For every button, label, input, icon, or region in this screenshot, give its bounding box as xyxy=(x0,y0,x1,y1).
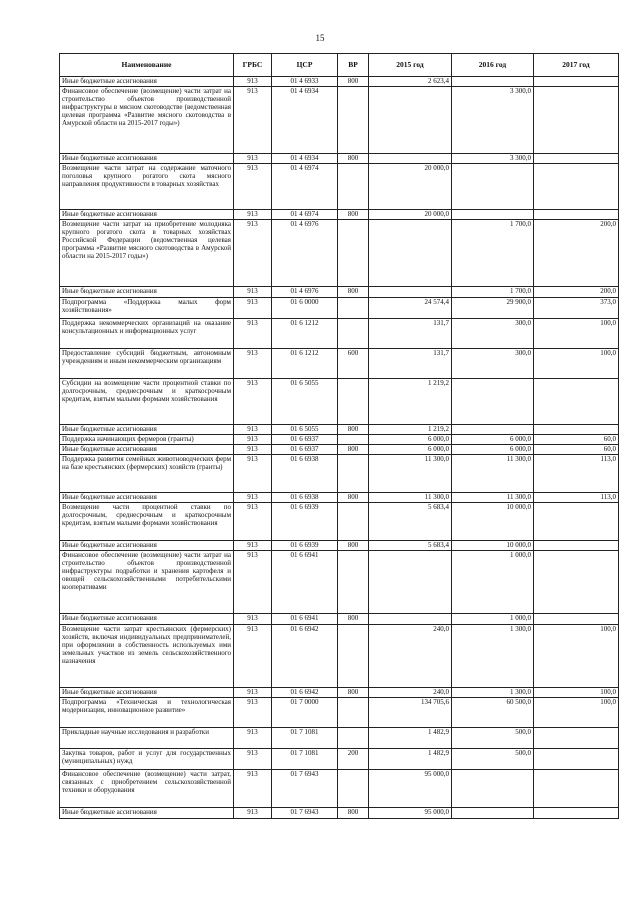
row-2015: 1 219,2 xyxy=(369,425,452,435)
row-name: Подпрограмма «Поддержка малых форм хозяйствования» xyxy=(60,298,234,319)
row-2016: 1 300,0 xyxy=(452,688,534,698)
row-csr: 01 4 6976 xyxy=(272,287,338,298)
table-body xyxy=(60,77,619,819)
row-vr xyxy=(338,625,369,688)
table-header-row xyxy=(60,54,619,77)
row-vr: 800 xyxy=(338,210,369,220)
table-row xyxy=(60,220,619,287)
row-csr: 01 6 6942 xyxy=(272,625,338,688)
row-2015 xyxy=(369,87,452,154)
table-row xyxy=(60,625,619,688)
row-vr xyxy=(338,455,369,493)
row-2017: 113,0 xyxy=(534,493,619,503)
row-2017: 60,0 xyxy=(534,445,619,455)
row-2015: 1 482,9 xyxy=(369,728,452,749)
table-row xyxy=(60,614,619,625)
row-grbs: 913 xyxy=(234,154,272,164)
row-csr: 01 6 6938 xyxy=(272,455,338,493)
row-2016: 6 000,0 xyxy=(452,435,534,445)
row-2016 xyxy=(452,77,534,87)
table-row xyxy=(60,688,619,698)
row-2017 xyxy=(534,164,619,210)
row-2015: 2 623,4 xyxy=(369,77,452,87)
row-csr: 01 6 6939 xyxy=(272,503,338,541)
row-2017: 373,0 xyxy=(534,298,619,319)
row-2017 xyxy=(534,614,619,625)
header-vr: ВР xyxy=(338,54,369,77)
row-2016 xyxy=(452,425,534,435)
row-vr: 600 xyxy=(338,349,369,379)
row-vr xyxy=(338,164,369,210)
header-grbs: ГРБС xyxy=(234,54,272,77)
row-csr: 01 6 5055 xyxy=(272,425,338,435)
row-2016 xyxy=(452,164,534,210)
row-vr xyxy=(338,728,369,749)
row-csr: 01 4 6974 xyxy=(272,210,338,220)
row-vr: 800 xyxy=(338,425,369,435)
row-2015 xyxy=(369,154,452,164)
row-csr: 01 6 6937 xyxy=(272,435,338,445)
row-2017 xyxy=(534,808,619,819)
row-name: Прикладные научные исследования и разработки xyxy=(60,728,234,749)
row-vr xyxy=(338,298,369,319)
row-2015: 1 219,2 xyxy=(369,379,452,425)
row-vr: 800 xyxy=(338,77,369,87)
table-row xyxy=(60,455,619,493)
row-2016: 1 000,0 xyxy=(452,614,534,625)
row-name: Возмещение части затрат на приобретение молодняка крупного рогатого скота в товарных хозяйствах Российской Федерации (ведомственная целевая программа «Развитие мясного скотоводства в Амурской области на 2015-2017 годы») xyxy=(60,220,234,287)
row-name: Иные бюджетные ассигнования xyxy=(60,77,234,87)
page-number: 15 xyxy=(315,33,325,43)
row-name: Иные бюджетные ассигнования xyxy=(60,425,234,435)
row-vr xyxy=(338,319,369,349)
table-row xyxy=(60,319,619,349)
header-2015: 2015 год xyxy=(369,54,452,77)
row-name: Иные бюджетные ассигнования xyxy=(60,154,234,164)
row-grbs: 913 xyxy=(234,698,272,728)
table-row xyxy=(60,808,619,819)
row-name: Поддержка развития семейных животноводческих ферм на базе крестьянских (фермерских) хозяйств (гранты) xyxy=(60,455,234,493)
row-2016: 300,0 xyxy=(452,349,534,379)
row-2015: 20 000,0 xyxy=(369,164,452,210)
row-name: Финансовое обеспечение (возмещение) части затрат, связанных с приобретением сельскохозяйственной техники и оборудования xyxy=(60,770,234,808)
row-csr: 01 6 1212 xyxy=(272,349,338,379)
row-vr: 800 xyxy=(338,614,369,625)
row-2017 xyxy=(534,154,619,164)
row-name: Финансовое обеспечение (возмещение) части затрат на строительство объектов производственной инфраструктуры подработки и хранения картофеля и овощей сельскохозяйственными потребительскими кооперативами xyxy=(60,551,234,614)
row-csr: 01 7 1081 xyxy=(272,749,338,770)
row-vr: 800 xyxy=(338,808,369,819)
row-2015: 24 574,4 xyxy=(369,298,452,319)
row-grbs: 913 xyxy=(234,435,272,445)
row-grbs: 913 xyxy=(234,493,272,503)
row-2015: 131,7 xyxy=(369,349,452,379)
row-vr xyxy=(338,698,369,728)
table-row xyxy=(60,493,619,503)
table-row xyxy=(60,164,619,210)
row-csr: 01 7 6943 xyxy=(272,808,338,819)
row-2015: 134 705,6 xyxy=(369,698,452,728)
row-2016: 1 700,0 xyxy=(452,220,534,287)
row-2016: 3 300,0 xyxy=(452,87,534,154)
row-grbs: 913 xyxy=(234,749,272,770)
row-2015: 240,0 xyxy=(369,688,452,698)
row-2015: 95 000,0 xyxy=(369,808,452,819)
row-2016: 500,0 xyxy=(452,728,534,749)
header-2017: 2017 год xyxy=(534,54,619,77)
row-2017 xyxy=(534,379,619,425)
row-2017: 113,0 xyxy=(534,455,619,493)
row-name: Поддержка начинающих фермеров (гранты) xyxy=(60,435,234,445)
row-name: Предоставление субсидий бюджетным, автономным учреждениям и иным некоммерческим организациям xyxy=(60,349,234,379)
row-2016: 1 700,0 xyxy=(452,287,534,298)
row-2016: 11 300,0 xyxy=(452,493,534,503)
table-row xyxy=(60,379,619,425)
row-2017 xyxy=(534,541,619,551)
row-2015: 5 683,4 xyxy=(369,541,452,551)
row-csr: 01 6 6941 xyxy=(272,551,338,614)
row-2017 xyxy=(534,425,619,435)
row-2015: 11 300,0 xyxy=(369,455,452,493)
row-csr: 01 6 6939 xyxy=(272,541,338,551)
row-2017: 200,0 xyxy=(534,287,619,298)
table-row xyxy=(60,445,619,455)
row-2016 xyxy=(452,770,534,808)
row-2015: 20 000,0 xyxy=(369,210,452,220)
row-2016: 10 000,0 xyxy=(452,541,534,551)
row-csr: 01 6 1212 xyxy=(272,319,338,349)
row-2016: 500,0 xyxy=(452,749,534,770)
table-row xyxy=(60,698,619,728)
row-vr: 800 xyxy=(338,287,369,298)
row-vr: 800 xyxy=(338,154,369,164)
row-grbs: 913 xyxy=(234,688,272,698)
row-name: Финансовое обеспечение (возмещение) части затрат на строительство объектов производственной инфраструктуры в мясном скотоводстве (ведомственная целевая программа «Развитие мясного скотоводства в Амурской области на 2015-2017 годы») xyxy=(60,87,234,154)
row-2016 xyxy=(452,379,534,425)
header-name: Наименование xyxy=(60,54,234,77)
row-2017: 200,0 xyxy=(534,220,619,287)
row-vr xyxy=(338,87,369,154)
row-csr: 01 4 6934 xyxy=(272,87,338,154)
row-csr: 01 7 6943 xyxy=(272,770,338,808)
row-2015: 240,0 xyxy=(369,625,452,688)
row-grbs: 913 xyxy=(234,319,272,349)
table-row xyxy=(60,349,619,379)
row-2015 xyxy=(369,287,452,298)
row-vr xyxy=(338,503,369,541)
row-2016: 11 300,0 xyxy=(452,455,534,493)
row-2015: 1 482,9 xyxy=(369,749,452,770)
row-2015: 95 000,0 xyxy=(369,770,452,808)
table-row xyxy=(60,77,619,87)
row-csr: 01 6 0000 xyxy=(272,298,338,319)
row-2016 xyxy=(452,210,534,220)
row-csr: 01 7 1081 xyxy=(272,728,338,749)
row-2017 xyxy=(534,728,619,749)
row-vr: 200 xyxy=(338,749,369,770)
table-row xyxy=(60,551,619,614)
row-2015 xyxy=(369,614,452,625)
row-grbs: 913 xyxy=(234,614,272,625)
row-2016: 1 000,0 xyxy=(452,551,534,614)
row-2016: 3 300,0 xyxy=(452,154,534,164)
row-2015: 5 683,4 xyxy=(369,503,452,541)
row-name: Возмещение части затрат крестьянских (фермерских) хозяйств, включая индивидуальных предпринимателей, при оформлении в собственность используемых ими земельных участков из земель сельскохозяйственного назначения xyxy=(60,625,234,688)
row-vr xyxy=(338,770,369,808)
row-2017 xyxy=(534,77,619,87)
row-name: Иные бюджетные ассигнования xyxy=(60,210,234,220)
row-2017: 100,0 xyxy=(534,349,619,379)
row-name: Возмещение части затрат на содержание маточного поголовья крупного рогатого скота мясного направления продуктивности в товарных хозяйствах xyxy=(60,164,234,210)
header-csr: ЦСР xyxy=(272,54,338,77)
row-name: Поддержка некоммерческих организаций на оказание консультационных и информационных услуг xyxy=(60,319,234,349)
row-2015: 131,7 xyxy=(369,319,452,349)
row-grbs: 913 xyxy=(234,625,272,688)
row-name: Иные бюджетные ассигнования xyxy=(60,688,234,698)
row-2017: 100,0 xyxy=(534,688,619,698)
row-vr: 800 xyxy=(338,541,369,551)
row-2017 xyxy=(534,87,619,154)
row-grbs: 913 xyxy=(234,287,272,298)
row-2016: 10 000,0 xyxy=(452,503,534,541)
table-row xyxy=(60,541,619,551)
row-grbs: 913 xyxy=(234,728,272,749)
row-grbs: 913 xyxy=(234,349,272,379)
row-grbs: 913 xyxy=(234,87,272,154)
table-row xyxy=(60,87,619,154)
row-grbs: 913 xyxy=(234,220,272,287)
row-2017: 100,0 xyxy=(534,625,619,688)
row-2016: 300,0 xyxy=(452,319,534,349)
row-2016: 29 900,0 xyxy=(452,298,534,319)
row-csr: 01 4 6934 xyxy=(272,154,338,164)
row-vr xyxy=(338,220,369,287)
row-csr: 01 6 5055 xyxy=(272,379,338,425)
row-grbs: 913 xyxy=(234,770,272,808)
row-name: Возмещение части процентной ставки по долгосрочным, среднесрочным и краткосрочным кредитам, взятым малыми формами хозяйствования xyxy=(60,503,234,541)
row-name: Иные бюджетные ассигнования xyxy=(60,614,234,625)
row-name: Подпрограмма «Техническая и технологическая модернизация, инновационное развитие» xyxy=(60,698,234,728)
row-name: Закупка товаров, работ и услуг для государственных (муниципальных) нужд xyxy=(60,749,234,770)
row-csr: 01 6 6937 xyxy=(272,445,338,455)
row-2015 xyxy=(369,551,452,614)
row-2017: 60,0 xyxy=(534,435,619,445)
row-2017 xyxy=(534,210,619,220)
row-csr: 01 4 6974 xyxy=(272,164,338,210)
row-csr: 01 6 6938 xyxy=(272,493,338,503)
row-2015: 6 000,0 xyxy=(369,435,452,445)
row-grbs: 913 xyxy=(234,455,272,493)
row-grbs: 913 xyxy=(234,379,272,425)
row-name: Субсидии на возмещение части процентной ставки по долгосрочным, среднесрочным и краткосрочным кредитам, взятым малыми формами хозяйствования xyxy=(60,379,234,425)
row-csr: 01 6 6942 xyxy=(272,688,338,698)
row-2017: 100,0 xyxy=(534,319,619,349)
row-grbs: 913 xyxy=(234,503,272,541)
row-csr: 01 4 6976 xyxy=(272,220,338,287)
table-row xyxy=(60,210,619,220)
row-name: Иные бюджетные ассигнования xyxy=(60,493,234,503)
row-2017 xyxy=(534,551,619,614)
row-2017: 100,0 xyxy=(534,698,619,728)
row-vr: 800 xyxy=(338,493,369,503)
row-name: Иные бюджетные ассигнования xyxy=(60,541,234,551)
row-name: Иные бюджетные ассигнования xyxy=(60,287,234,298)
row-2017 xyxy=(534,749,619,770)
row-2015: 6 000,0 xyxy=(369,445,452,455)
row-2017 xyxy=(534,503,619,541)
row-grbs: 913 xyxy=(234,541,272,551)
row-2016: 6 000,0 xyxy=(452,445,534,455)
row-vr xyxy=(338,379,369,425)
row-grbs: 913 xyxy=(234,445,272,455)
row-vr xyxy=(338,551,369,614)
table-row xyxy=(60,749,619,770)
table-row xyxy=(60,503,619,541)
row-grbs: 913 xyxy=(234,551,272,614)
budget-table xyxy=(59,53,619,819)
row-grbs: 913 xyxy=(234,808,272,819)
row-vr: 800 xyxy=(338,688,369,698)
row-2015: 11 300,0 xyxy=(369,493,452,503)
row-grbs: 913 xyxy=(234,425,272,435)
row-csr: 01 4 6933 xyxy=(272,77,338,87)
row-2015 xyxy=(369,220,452,287)
table-row xyxy=(60,728,619,749)
row-2016: 1 300,0 xyxy=(452,625,534,688)
row-name: Иные бюджетные ассигнования xyxy=(60,808,234,819)
row-csr: 01 7 0000 xyxy=(272,698,338,728)
table-row xyxy=(60,770,619,808)
row-2016: 60 500,0 xyxy=(452,698,534,728)
row-2016 xyxy=(452,808,534,819)
row-vr xyxy=(338,435,369,445)
header-2016: 2016 год xyxy=(452,54,534,77)
table-row xyxy=(60,154,619,164)
row-grbs: 913 xyxy=(234,210,272,220)
row-csr: 01 6 6941 xyxy=(272,614,338,625)
row-grbs: 913 xyxy=(234,164,272,210)
table-row xyxy=(60,298,619,319)
row-vr: 800 xyxy=(338,445,369,455)
table-row xyxy=(60,287,619,298)
row-grbs: 913 xyxy=(234,77,272,87)
row-grbs: 913 xyxy=(234,298,272,319)
row-name: Иные бюджетные ассигнования xyxy=(60,445,234,455)
table-row xyxy=(60,425,619,435)
row-2017 xyxy=(534,770,619,808)
table-row xyxy=(60,435,619,445)
